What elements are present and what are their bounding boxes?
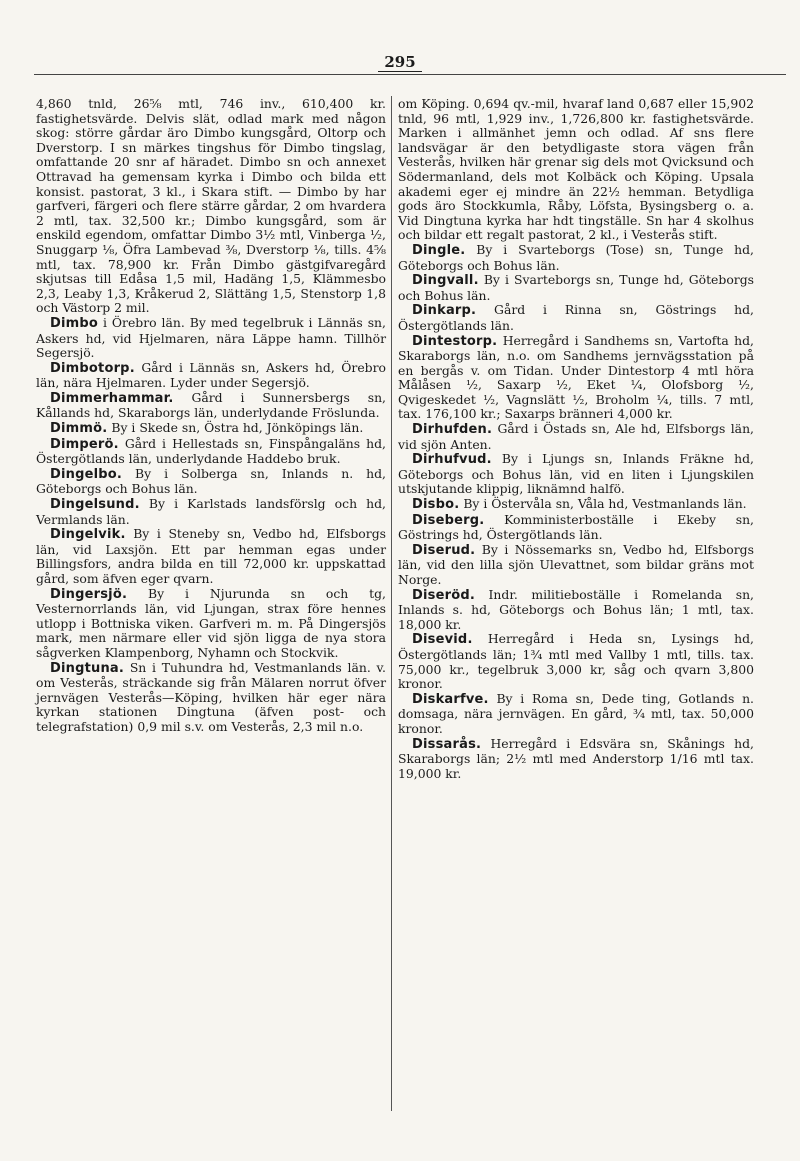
entry-text: By i Njurunda sn och tg, Vesternorrlands län, vid Ljungan, strax före hennes utlopp i Bottniska viken. Garfveri m. m. På Dingersjös mark, men närmare eller vid sjön ligga de nya stora sågverken Klampenborg, Nyhamn och Stockvik. — [36, 585, 386, 660]
entry-text: By i Nössemarks sn, Vedbo hd, Elfsborgs län, vid den lilla sjön Ulevattnet, som bildar gräns mot Norge. — [398, 541, 754, 587]
header-rule — [34, 74, 786, 75]
right-column — [398, 97, 754, 781]
entry-text: Gård i Hellestads sn, Finspångaläns hd, Östergötlands län, underlydande Haddebo bruk. — [36, 435, 386, 467]
dictionary-entry — [36, 421, 386, 437]
entry-text: By i Svarteborgs (Tose) sn, Tunge hd, Göteborgs och Bohus län. — [398, 241, 754, 273]
entry-headword: Dingtuna. — [50, 660, 125, 676]
dictionary-entry — [398, 303, 754, 333]
entry-text: Komministerboställe i Ekeby sn, Göstrings hd, Östergötlands län. — [398, 511, 754, 543]
dictionary-entry — [36, 661, 386, 735]
dictionary-entry — [398, 737, 754, 782]
entry-headword: Dimbotorp. — [50, 360, 135, 376]
entry-headword: Dintestorp. — [412, 333, 498, 349]
entry-text: i Örebro län. By med tegelbruk i Lännäs sn, Askers hd, vid Hjelmaren, nära Läppe hamn. Tillhör Segersjö. — [36, 314, 386, 361]
entry-headword: Disevid. — [412, 632, 473, 648]
dictionary-entry — [398, 422, 754, 452]
entry-text: By i Roma sn, Dede ting, Gotlands n. domsaga, nära jernvägen. En gård, ¾ mtl, tax. 50,000 kronor. — [398, 690, 754, 736]
entry-headword: Dingle. — [412, 242, 466, 258]
entry-text: By i Solberga sn, Inlands n. hd, Göteborgs och Bohus län. — [36, 465, 386, 497]
dictionary-entry — [36, 316, 386, 361]
entry-headword: Diseröd. — [412, 587, 475, 603]
entry-text: Gård i Lännäs sn, Askers hd, Örebro län, nära Hjelmaren. Lyder under Segersjö. — [36, 359, 386, 391]
dictionary-entry — [398, 692, 754, 737]
entry-text: Herregård i Heda sn, Lysings hd, Östergötlands län; 1¾ mtl med Vallby 1 mtl, tills. tax. 75,000 kr., tegelbruk 3,000 kr, såg och qvarn 3,800 kronor. — [398, 631, 754, 692]
entry-headword: Diskarfve. — [412, 691, 489, 707]
dictionary-entry — [36, 527, 386, 586]
dictionary-entry — [36, 467, 386, 497]
dictionary-entry — [36, 391, 386, 421]
entry-headword: Disbo. — [412, 497, 460, 513]
dictionary-entry — [398, 243, 754, 273]
entry-headword: Dinkarp. — [412, 303, 477, 319]
entry-headword: Dingelbo. — [50, 466, 123, 482]
entry-headword: Dirhufden. — [412, 422, 493, 438]
entry-text: By i Karlstads landsförslg och hd, Vermlands län. — [36, 496, 386, 527]
entry-headword: Dirhufvud. — [412, 452, 492, 468]
entry-text: By i Steneby sn, Vedbo hd, Elfsborgs län, vid Laxsjön. Ett par hemman egas under Billingsfors, andra bilda en till 72,000 kr. uppskattad gård, som äfven eger qvarn. — [36, 526, 386, 586]
entry-text: Gård i Östads sn, Ale hd, Elfsborgs län, vid sjön Anten. — [398, 421, 754, 452]
entry-headword: Dimbo — [50, 315, 99, 331]
dictionary-entry — [398, 97, 754, 243]
dictionary-entry — [36, 587, 386, 661]
entry-headword: Dimmerhammar. — [50, 390, 174, 406]
entry-headword: Dingvall. — [412, 273, 479, 289]
dictionary-entry — [398, 588, 754, 633]
entry-text: 4,860 tnld, 26⅝ mtl, 746 inv., 610,400 kr. fastighetsvärde. Delvis slät, odlad mark med någon skog: större gårdar äro Dimbo kungsgård, Oltorp och Dverstorp. I sn märkes tingshus för Dimbo tingslag, omfattande 20 snr af häradet. Dimbo sn och annexet Ottravad ha gemensam kyrka i Dimbo och bilda ett konsist. pastorat, 3 kl., i Skara stift. — Dimbo by har garfveri, färgeri och flere stärre gårdar, 2 om hvardera 2 mtl, tax. 32,500 kr.; Dimbo kungsgård, som är enskild egendom, omfattar Dimbo 3½ mtl, Vinberga ½, Snuggarp ⅛, Öfra Lambevad ⅜, Dverstorp ⅛, tills. 4⅝ mtl, tax. 78,900 kr. Från Dimbo gästgifvaregård skjutsas till Edåsa 1,5 mil, Hadäng 1,5, Klämmesbo 2,3, Leaby 1,3, Kråkerud 2, Slättäng 1,5, Stenstorp 1,8 och Västorp 2 mil. — [36, 96, 386, 316]
dictionary-entry — [398, 543, 754, 588]
entry-text: By i Ljungs sn, Inlands Fräkne hd, Göteborgs och Bohus län, vid en liten i Ljungskilen utskjutande klippig, liknämnd halfö. — [398, 451, 754, 497]
dictionary-entry — [398, 273, 754, 303]
entry-text: By i Östervåla sn, Våla hd, Vestmanlands län. — [463, 496, 747, 512]
entry-headword: Dimperö. — [50, 436, 119, 452]
entry-headword: Dingelsund. — [50, 497, 140, 513]
column-divider — [391, 96, 392, 1111]
entry-text: Sn i Tuhundra hd, Vestmanlands län. v. om Vesterås, sträckande sig från Mälaren norrut öfver jernvägen Vesterås—Köping, hvilken här eger nära kyrkan stationen Dingtuna (äfven post- och telegrafstation) 0,9 mil s.v. om Vesterås, 2,3 mil n.o. — [36, 659, 386, 734]
page-number: 295 — [0, 53, 800, 71]
entry-text: Indr. militieboställe i Romelanda sn, Inlands s. hd, Göteborgs och Bohus län; 1 mtl, tax. 18,000 kr. — [398, 586, 754, 632]
entry-headword: Dingelvik. — [50, 527, 126, 543]
entry-text: Herregård i Edsvära sn, Skånings hd, Skaraborgs län; 2½ mtl med Anderstorp 1/16 mtl tax. 19,000 kr. — [398, 735, 754, 781]
entry-headword: Dimmö. — [50, 421, 108, 437]
dictionary-entry — [398, 452, 754, 497]
dictionary-entry — [36, 437, 386, 467]
entry-text: om Köping. 0,694 qv.-mil, hvaraf land 0,687 eller 15,902 tnld, 96 mtl, 1,929 inv., 1,726,800 kr. fastighetsvärde. Marken i allmänhet jemn och odlad. Af sns flere landsvägar är den betydligaste stora vägen från Vesterås, hvilken här grenar sig dels mot Qvicksund och Södermanland, dels mot Kolbäck och Köping. Upsala akademi eger ej mindre än 22½ hemman. Betydliga gods äro Stockkumla, Råby, Löfsta, Bysingsberg o. a. Vid Dingtuna kyrka har hdt tingställe. Sn har 4 skolhus och bildar ett regalt pastorat, 2 kl., i Vesterås stift. — [398, 96, 754, 243]
entry-headword: Dissarås. — [412, 736, 482, 752]
dictionary-entry — [36, 497, 386, 527]
entry-text: By i Svarteborgs sn, Tunge hd, Göteborgs och Bohus län. — [398, 272, 754, 303]
entry-text: Herregård i Sandhems sn, Vartofta hd, Skaraborgs län, n.o. om Sandhems jernvägsstation på en bergås v. om Tidan. Under Dintestorp 4 mtl höra Målåsen ½, Saxarp ½, Eket ¼, Olofsborg ½, Qvigeskedet ½, Vagnslätt ½, Broholm ¼, tills. 7 mtl, tax. 176,100 kr.; Saxarps bränneri 4,000 kr. — [398, 332, 754, 422]
entry-headword: Diseberg. — [412, 512, 485, 528]
entry-text: Gård i Sunnersbergs sn, Kållands hd, Skaraborgs län, underlydande Fröslunda. — [36, 389, 386, 421]
entry-headword: Dingersjö. — [50, 586, 128, 602]
dictionary-entry — [398, 497, 754, 513]
dictionary-entry — [398, 632, 754, 691]
dictionary-entry — [36, 97, 386, 316]
entry-text: By i Skede sn, Östra hd, Jönköpings län. — [111, 420, 364, 436]
dictionary-entry — [36, 361, 386, 391]
left-column — [36, 97, 386, 735]
dictionary-entry — [398, 513, 754, 543]
entry-headword: Diserud. — [412, 542, 476, 558]
entry-text: Gård i Rinna sn, Göstrings hd, Östergötlands län. — [398, 302, 754, 333]
dictionary-entry — [398, 334, 754, 423]
